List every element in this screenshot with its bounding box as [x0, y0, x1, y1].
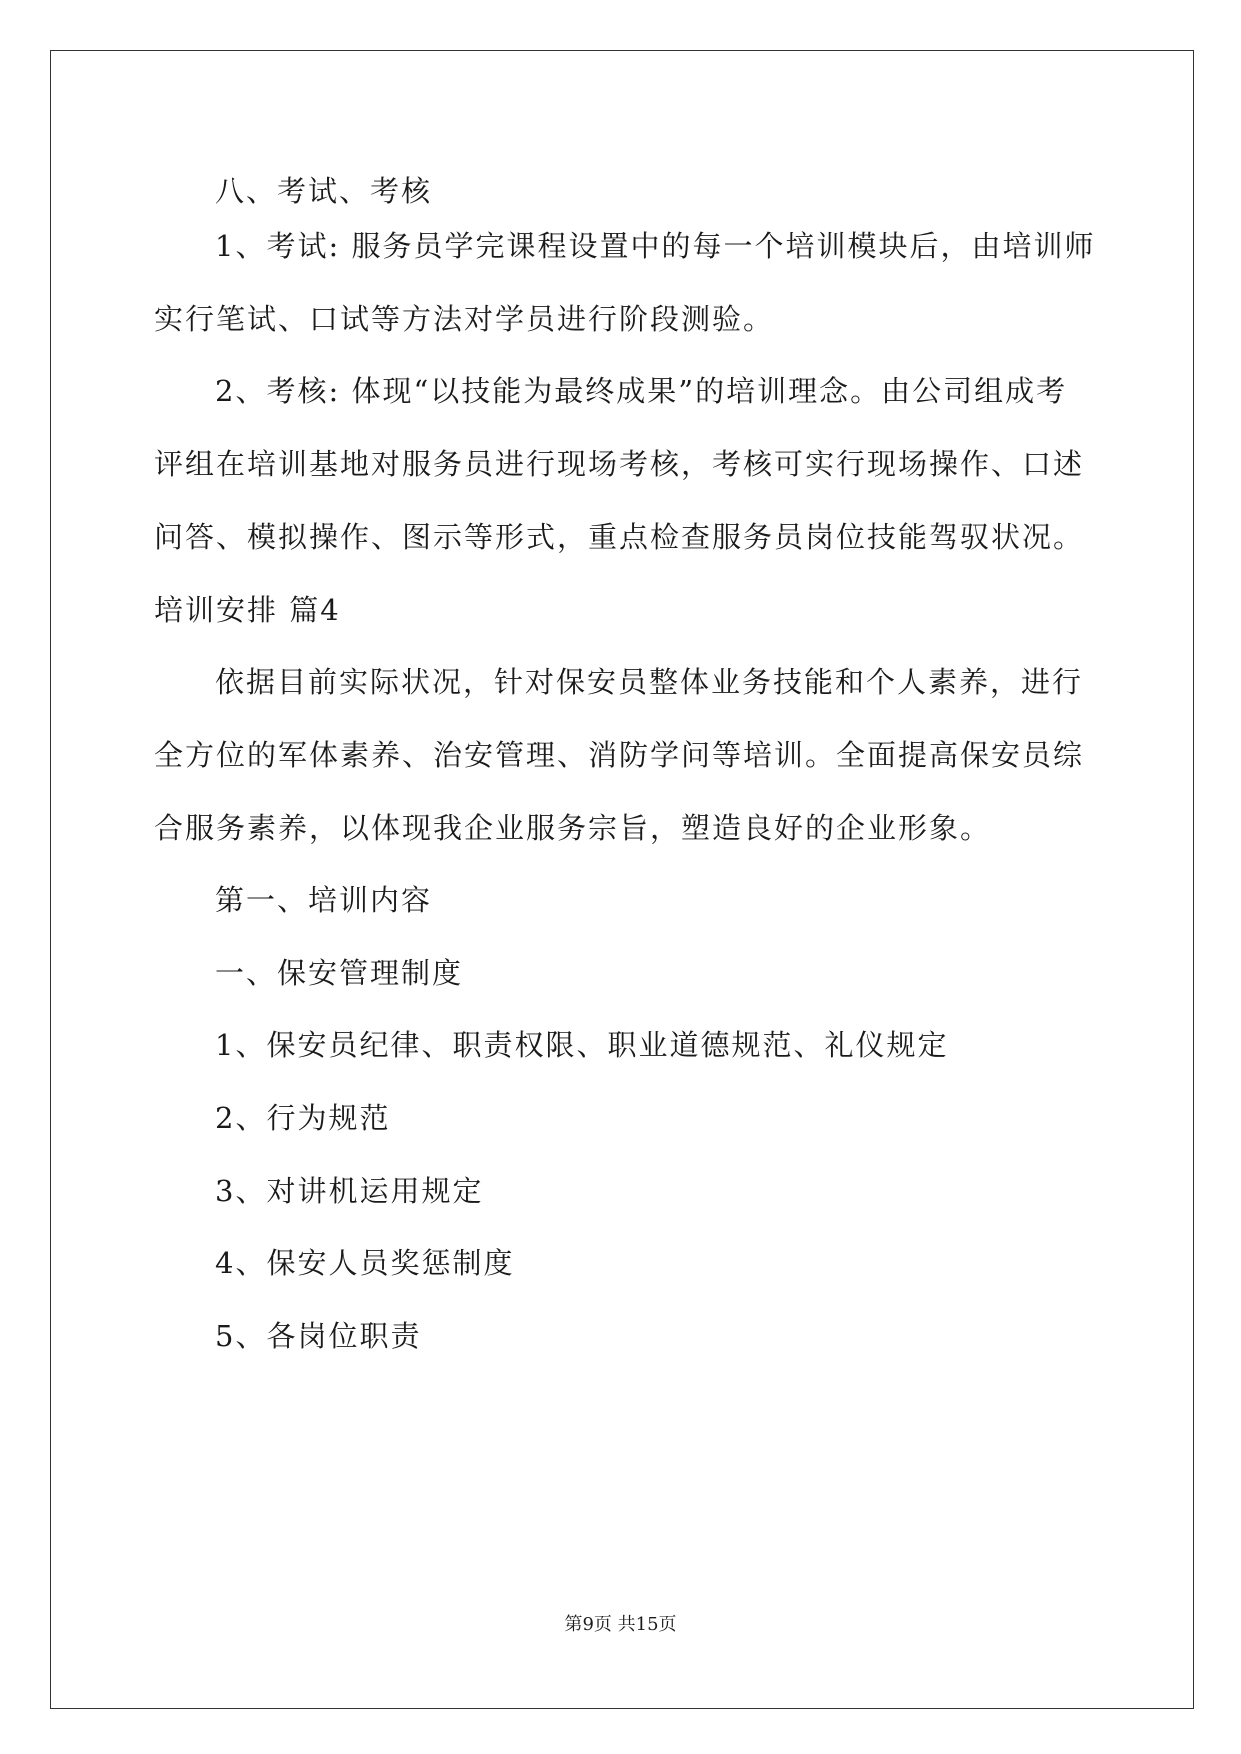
section-heading-exam: 八、考试、考核 [215, 174, 433, 208]
list-item: 5、各岗位职责 [215, 1319, 422, 1353]
paragraph-line: 问答、模拟操作、图示等形式，重点检查服务员岗位技能驾驭状况。 [154, 520, 1085, 554]
page-border [50, 50, 1194, 1709]
list-item: 4、保安人员奖惩制度 [215, 1246, 515, 1280]
paragraph-line: 实行笔试、口试等方法对学员进行阶段测验。 [154, 302, 775, 336]
list-item: 2、行为规范 [215, 1101, 391, 1135]
paragraph-line: 1、考试: 服务员学完课程设置中的每一个培训模块后，由培训师 [215, 229, 1096, 263]
list-item: 1、保安员纪律、职责权限、职业道德规范、礼仪规定 [215, 1028, 949, 1062]
list-item: 3、对讲机运用规定 [215, 1174, 484, 1208]
paragraph-line: 合服务素养，以体现我企业服务宗旨，塑造良好的企业形象。 [154, 811, 992, 845]
paragraph-line: 依据目前实际状况，针对保安员整体业务技能和个人素养，进行 [215, 665, 1084, 699]
section-heading: 第一、培训内容 [215, 883, 433, 917]
page-number-footer: 第9页 共15页 [564, 1614, 677, 1635]
paragraph-line: 评组在培训基地对服务员进行现场考核，考核可实行现场操作、口述 [154, 447, 1085, 481]
paragraph-line: 全方位的军体素养、治安管理、消防学问等培训。全面提高保安员综 [154, 738, 1085, 772]
paragraph-line: 2、考核: 体现“以技能为最终成果”的培训理念。由公司组成考 [215, 374, 1068, 408]
article-title: 培训安排 篇4 [154, 593, 341, 627]
section-heading: 一、保安管理制度 [215, 956, 464, 990]
